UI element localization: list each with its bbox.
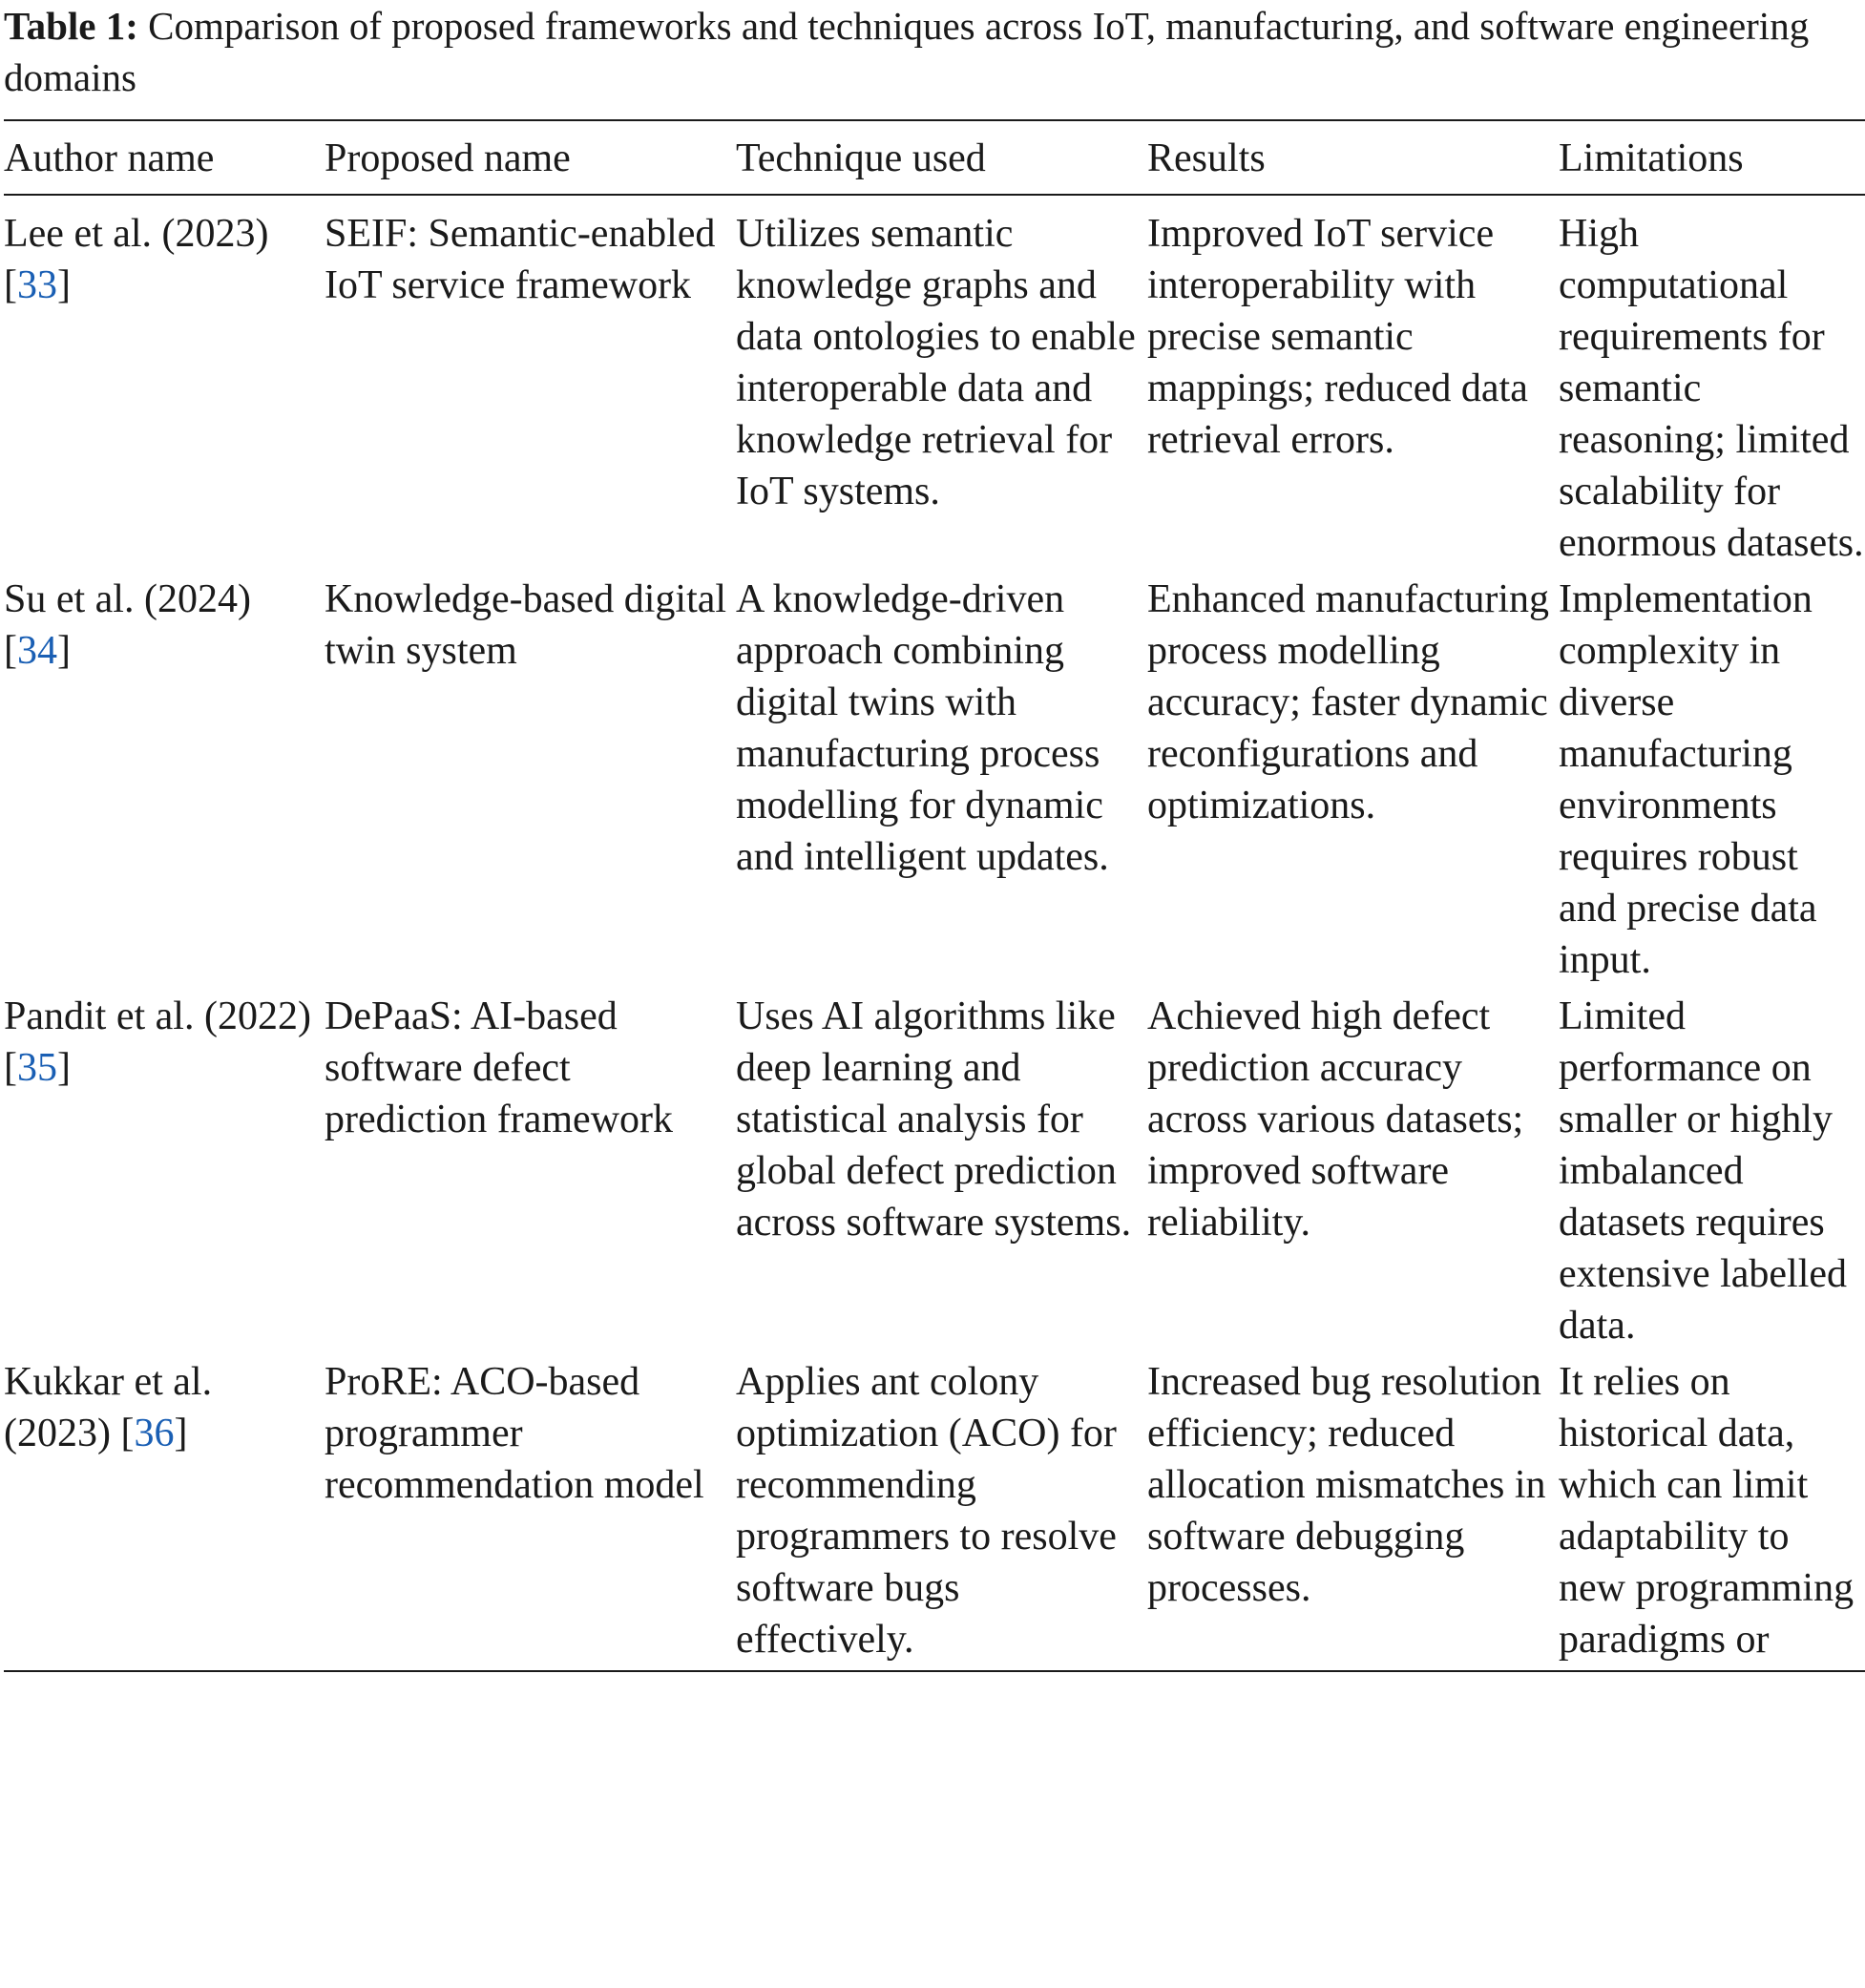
- limitations-cell: It relies on historical data, which can limit adaptability to new programming paradigms or: [1559, 1356, 1865, 1671]
- table-header-row: [4, 120, 1865, 195]
- proposed-cell: Knowledge-based digital twin system: [325, 577, 727, 673]
- citation-link[interactable]: 34: [17, 629, 57, 673]
- proposed-cell: ProRE: ACO-based programmer recommendation model: [325, 1356, 736, 1671]
- technique-cell: Applies ant colony optimization (ACO) for recommending programmers to resolve software bugs effectively.: [736, 1356, 1147, 1671]
- header-limitations: Limitations: [1559, 120, 1865, 195]
- author-bracket: ]: [57, 629, 71, 673]
- comparison-table: [4, 119, 1865, 1672]
- results-cell: Improved IoT service interoperability with precise semantic mappings; reduced data retrieval errors.: [1147, 212, 1528, 462]
- table-row: [4, 991, 1865, 1356]
- results-cell: Increased bug resolution efficiency; reduced allocation mismatches in software debugging processes.: [1147, 1356, 1559, 1671]
- header-proposed-name: Proposed name: [325, 120, 736, 195]
- author-bracket: ]: [57, 1046, 71, 1090]
- limitations-cell: High computational requirements for semantic reasoning; limited scalability for enormous datasets.: [1559, 212, 1864, 565]
- limitations-cell: Limited performance on smaller or highly imbalanced datasets requires extensive labelled data.: [1559, 994, 1848, 1348]
- author-cell: [4, 1356, 325, 1671]
- table-row: [4, 1356, 1865, 1671]
- author-text: Lee et al. (2023) [: [4, 212, 269, 307]
- table-caption: [4, 0, 1865, 103]
- proposed-cell: DePaaS: AI-based software defect prediction framework: [325, 994, 674, 1141]
- technique-cell: Utilizes semantic knowledge graphs and data ontologies to enable interoperable data and knowledge retrieval for IoT systems.: [736, 212, 1136, 513]
- table-row: [4, 574, 1865, 991]
- author-bracket: ]: [174, 1412, 188, 1455]
- header-results: Results: [1147, 120, 1559, 195]
- author-cell: [4, 574, 325, 991]
- citation-link[interactable]: 35: [17, 1046, 57, 1090]
- proposed-cell: SEIF: Semantic-enabled IoT service framework: [325, 212, 716, 307]
- header-author-name: Author name: [4, 120, 325, 195]
- table-row: [4, 195, 1865, 574]
- results-cell: Achieved high defect prediction accuracy across various datasets; improved software reliability.: [1147, 994, 1524, 1245]
- citation-link[interactable]: 36: [134, 1412, 175, 1455]
- author-text: Pandit et al. (2022) [: [4, 994, 311, 1090]
- technique-cell: A knowledge-driven approach combining digital twins with manufacturing process modelling for dynamic and intelligent updates.: [736, 577, 1109, 879]
- author-cell: [4, 195, 325, 574]
- results-cell: Enhanced manufacturing process modelling accuracy; faster dynamic reconfigurations and optimizations.: [1147, 577, 1549, 827]
- limitations-cell: Implementation complexity in diverse manufacturing environments requires robust and precise data input.: [1559, 577, 1817, 982]
- author-cell: [4, 991, 325, 1356]
- author-text: Kukkar et al. (2023) [: [4, 1360, 213, 1455]
- author-bracket: ]: [57, 263, 71, 307]
- technique-cell: Uses AI algorithms like deep learning and statistical analysis for global defect prediction across software systems.: [736, 994, 1132, 1245]
- author-text: Su et al. (2024) [: [4, 577, 251, 673]
- caption-text: Comparison of proposed frameworks and techniques across IoT, manufacturing, and software engineering domains: [4, 4, 1810, 99]
- header-technique-used: Technique used: [736, 120, 1147, 195]
- caption-label: Table 1:: [4, 4, 138, 48]
- citation-link[interactable]: 33: [17, 263, 57, 307]
